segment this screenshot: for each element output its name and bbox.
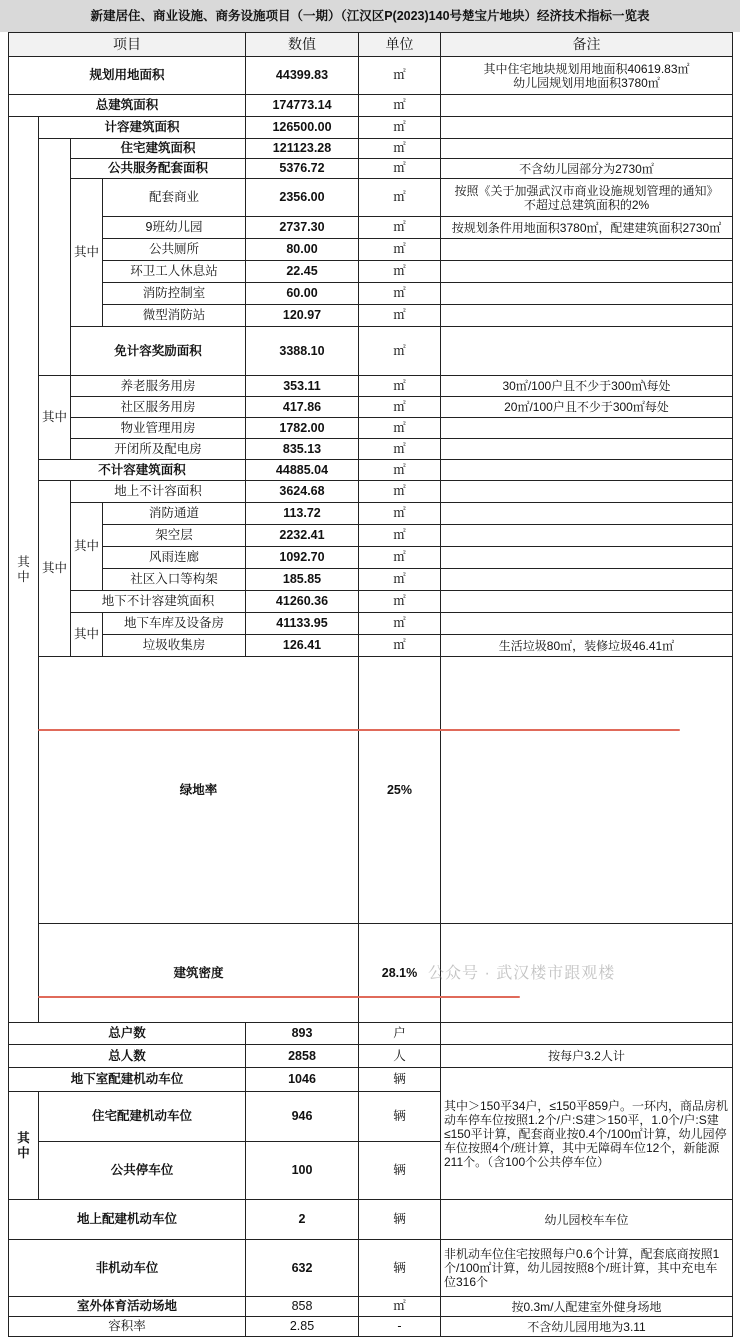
row-value: 126.41 — [246, 635, 359, 657]
row-note — [441, 439, 733, 460]
row-unit: 人 — [359, 1045, 441, 1068]
row-note: 按每户3.2人计 — [441, 1045, 733, 1068]
group-label: 其中 — [71, 179, 103, 327]
table-row — [9, 460, 733, 481]
row-label: 住宅配建机动车位 — [39, 1092, 246, 1142]
row-value: 2737.30 — [246, 217, 359, 239]
table-row — [9, 179, 733, 217]
row-note — [441, 481, 733, 503]
row-unit: ㎡ — [359, 283, 441, 305]
row-note: 20㎡/100户且不少于300㎡每处 — [441, 397, 733, 418]
table-row — [9, 591, 733, 613]
row-value: 44885.04 — [246, 460, 359, 481]
group-label — [39, 139, 71, 376]
row-unit: ㎡ — [359, 569, 441, 591]
table-row — [9, 657, 733, 924]
table-row — [9, 1297, 733, 1317]
row-unit: 户 — [359, 1023, 441, 1045]
row-unit — [441, 657, 733, 924]
row-value: 893 — [246, 1023, 359, 1045]
row-note: 按规划条件用地面积3780㎡，配建建筑面积2730㎡ — [441, 217, 733, 239]
row-label: 消防控制室 — [103, 283, 246, 305]
table-row — [9, 159, 733, 179]
row-value: 1046 — [246, 1068, 359, 1092]
row-note-line: 按照《关于加强武汉市商业设施规划管理的通知》 — [454, 183, 719, 198]
row-label: 地下不计容建筑面积 — [71, 591, 246, 613]
row-label: 室外体育活动场地 — [9, 1297, 246, 1317]
row-unit: ㎡ — [359, 261, 441, 283]
table-row — [9, 261, 733, 283]
row-unit: ㎡ — [359, 376, 441, 397]
row-unit: ㎡ — [359, 179, 441, 217]
watermark: 公众号 · 武汉楼市跟观楼 — [428, 965, 616, 982]
row-unit: ㎡ — [359, 239, 441, 261]
table-row — [9, 397, 733, 418]
row-label: 物业管理用房 — [71, 418, 246, 439]
row-unit: 辆 — [359, 1200, 441, 1240]
row-note — [441, 418, 733, 439]
row-note — [441, 57, 733, 95]
row-value: 80.00 — [246, 239, 359, 261]
table-row — [9, 1045, 733, 1068]
row-label: 地下室配建机动车位 — [9, 1068, 246, 1092]
row-note: 不含幼儿园部分为2730㎡ — [441, 159, 733, 179]
row-value: 120.97 — [246, 305, 359, 327]
row-unit: ㎡ — [359, 397, 441, 418]
group-label: 其中 — [71, 613, 103, 657]
header-value: 数值 — [246, 33, 359, 57]
row-note — [441, 569, 733, 591]
row-label: 地上配建机动车位 — [9, 1200, 246, 1240]
row-label: 总建筑面积 — [9, 95, 246, 117]
row-label: 9班幼儿园 — [103, 217, 246, 239]
table-row — [9, 57, 733, 95]
row-unit: 辆 — [359, 1092, 441, 1142]
row-value: 5376.72 — [246, 159, 359, 179]
row-label: 养老服务用房 — [71, 376, 246, 397]
row-note — [441, 139, 733, 159]
row-label: 地上不计容面积 — [71, 481, 246, 503]
table-row — [9, 525, 733, 547]
row-unit: ㎡ — [359, 305, 441, 327]
row-value: 44399.83 — [246, 57, 359, 95]
row-value: 28.1% — [359, 924, 441, 1023]
header-note: 备注 — [441, 33, 733, 57]
row-label: 公共服务配套面积 — [71, 159, 246, 179]
table-row — [9, 376, 733, 397]
table-row — [9, 613, 733, 635]
row-value: 2858 — [246, 1045, 359, 1068]
table-row — [9, 327, 733, 376]
row-value: 1092.70 — [246, 547, 359, 569]
highlight-underline — [38, 996, 520, 998]
row-label: 公共停车位 — [39, 1142, 246, 1200]
row-unit: ㎡ — [359, 481, 441, 503]
row-label: 垃圾收集房 — [103, 635, 246, 657]
group-label: 其中 — [39, 481, 71, 657]
row-unit: 辆 — [359, 1142, 441, 1200]
row-unit: ㎡ — [359, 503, 441, 525]
row-note: 非机动车位住宅按照每户0.6个计算，配套底商按照1个/100㎡计算，幼儿园按照8个/班计算，其中充电车位316个 — [441, 1240, 733, 1297]
row-note-line: 不超过总建筑面积的2% — [523, 197, 650, 212]
row-label: 配套商业 — [103, 179, 246, 217]
table-row — [9, 1317, 733, 1337]
row-label: 开闭所及配电房 — [71, 439, 246, 460]
row-value: 25% — [359, 657, 441, 924]
row-note — [441, 591, 733, 613]
row-label: 建筑密度 — [39, 924, 359, 1023]
table-row — [9, 503, 733, 525]
row-unit: ㎡ — [359, 1297, 441, 1317]
row-value: 417.86 — [246, 397, 359, 418]
row-value: 3624.68 — [246, 481, 359, 503]
row-unit: ㎡ — [359, 95, 441, 117]
row-note — [441, 117, 733, 139]
row-unit: ㎡ — [359, 547, 441, 569]
row-label: 绿地率 — [39, 657, 359, 924]
row-note-line: 其中住宅地块规划用地面积40619.83㎡ — [483, 61, 690, 76]
row-value: 1782.00 — [246, 418, 359, 439]
row-note: 生活垃圾80㎡，装修垃圾46.41㎡ — [441, 635, 733, 657]
row-value: 185.85 — [246, 569, 359, 591]
row-note — [441, 283, 733, 305]
row-value: 22.45 — [246, 261, 359, 283]
row-unit: - — [359, 1317, 441, 1337]
table-row — [9, 635, 733, 657]
row-label: 住宅建筑面积 — [71, 139, 246, 159]
row-unit: ㎡ — [359, 418, 441, 439]
row-unit: ㎡ — [359, 613, 441, 635]
row-value: 835.13 — [246, 439, 359, 460]
row-note: 按0.3m/人配建室外健身场地 — [441, 1297, 733, 1317]
row-unit: ㎡ — [359, 217, 441, 239]
header-item: 项目 — [9, 33, 246, 57]
row-label: 规划用地面积 — [9, 57, 246, 95]
row-unit: ㎡ — [359, 460, 441, 481]
row-note: 不含幼儿园用地为3.11 — [441, 1317, 733, 1337]
row-label: 风雨连廊 — [103, 547, 246, 569]
table-row — [9, 305, 733, 327]
table-row — [9, 117, 733, 139]
row-unit: ㎡ — [359, 57, 441, 95]
row-unit: ㎡ — [359, 525, 441, 547]
table-row — [9, 217, 733, 239]
header-row — [9, 33, 733, 57]
row-value: 946 — [246, 1092, 359, 1142]
row-label: 非机动车位 — [9, 1240, 246, 1297]
row-value: 113.72 — [246, 503, 359, 525]
table-row — [9, 439, 733, 460]
row-value: 2356.00 — [246, 179, 359, 217]
indicator-table — [8, 32, 733, 1337]
row-unit: ㎡ — [359, 139, 441, 159]
row-value: 41133.95 — [246, 613, 359, 635]
row-label: 地下车库及设备房 — [103, 613, 246, 635]
row-label: 架空层 — [103, 525, 246, 547]
row-value: 121123.28 — [246, 139, 359, 159]
row-note — [441, 525, 733, 547]
row-note — [441, 95, 733, 117]
row-value: 858 — [246, 1297, 359, 1317]
row-note: 其中＞150平34户，≤150平859户。一环内，商品房机动车停车位按照1.2个/户:S建＞150平，1.0个/户:S建≤150平计算，配套商业按0.4个/100㎡计算，幼儿园停车位按照4个/班计算，其中无障碍车位12个，新能源211个。（含100个公共停车位） — [441, 1068, 733, 1200]
row-note — [441, 327, 733, 376]
table-row — [9, 481, 733, 503]
row-note — [441, 503, 733, 525]
row-label: 总户数 — [9, 1023, 246, 1045]
row-value: 632 — [246, 1240, 359, 1297]
row-value: 2 — [246, 1200, 359, 1240]
table-row — [9, 1240, 733, 1297]
row-note — [441, 460, 733, 481]
table-row — [9, 139, 733, 159]
row-value: 174773.14 — [246, 95, 359, 117]
table-row — [9, 1023, 733, 1045]
row-label: 公共厕所 — [103, 239, 246, 261]
group-label: 其中 — [71, 503, 103, 591]
row-value: 60.00 — [246, 283, 359, 305]
row-unit: ㎡ — [359, 439, 441, 460]
row-label: 免计容奖励面积 — [71, 327, 246, 376]
row-value: 2232.41 — [246, 525, 359, 547]
row-note — [441, 239, 733, 261]
row-note — [441, 547, 733, 569]
row-label: 计容建筑面积 — [39, 117, 246, 139]
group-label-outer: 其中 — [9, 117, 39, 1023]
row-unit: 辆 — [359, 1240, 441, 1297]
row-unit: ㎡ — [359, 117, 441, 139]
row-note — [441, 1023, 733, 1045]
table-row — [9, 1068, 733, 1092]
group-label: 其中 — [39, 376, 71, 460]
row-label: 容积率 — [9, 1317, 246, 1337]
row-label: 总人数 — [9, 1045, 246, 1068]
row-value: 2.85 — [246, 1317, 359, 1337]
group-label: 其中 — [9, 1092, 39, 1200]
row-label: 社区入口等构架 — [103, 569, 246, 591]
row-note: 30㎡/100户且不少于300㎡\每处 — [441, 376, 733, 397]
row-note — [441, 613, 733, 635]
row-value: 353.11 — [246, 376, 359, 397]
table-row — [9, 569, 733, 591]
row-unit: ㎡ — [359, 635, 441, 657]
row-label: 环卫工人休息站 — [103, 261, 246, 283]
header-unit: 单位 — [359, 33, 441, 57]
table-row — [9, 95, 733, 117]
row-note — [441, 305, 733, 327]
row-value: 100 — [246, 1142, 359, 1200]
table-row — [9, 418, 733, 439]
row-note — [441, 179, 733, 217]
row-label: 社区服务用房 — [71, 397, 246, 418]
row-label: 微型消防站 — [103, 305, 246, 327]
row-label: 消防通道 — [103, 503, 246, 525]
table-title: 新建居住、商业设施、商务设施项目（一期）（江汉区P(2023)140号楚宝片地块）经济技术指标一览表 — [0, 0, 740, 32]
highlight-underline — [38, 729, 680, 731]
row-note-line: 幼儿园规划用地面积3780㎡ — [513, 75, 660, 90]
table-row — [9, 1200, 733, 1240]
row-unit: 辆 — [359, 1068, 441, 1092]
row-note — [441, 261, 733, 283]
row-unit: ㎡ — [359, 591, 441, 613]
row-label: 不计容建筑面积 — [39, 460, 246, 481]
row-unit: ㎡ — [359, 327, 441, 376]
row-value: 3388.10 — [246, 327, 359, 376]
table-row — [9, 239, 733, 261]
row-value: 126500.00 — [246, 117, 359, 139]
row-note: 幼儿园校车车位 — [441, 1200, 733, 1240]
table-row — [9, 283, 733, 305]
row-value: 41260.36 — [246, 591, 359, 613]
table-row — [9, 547, 733, 569]
row-unit: ㎡ — [359, 159, 441, 179]
